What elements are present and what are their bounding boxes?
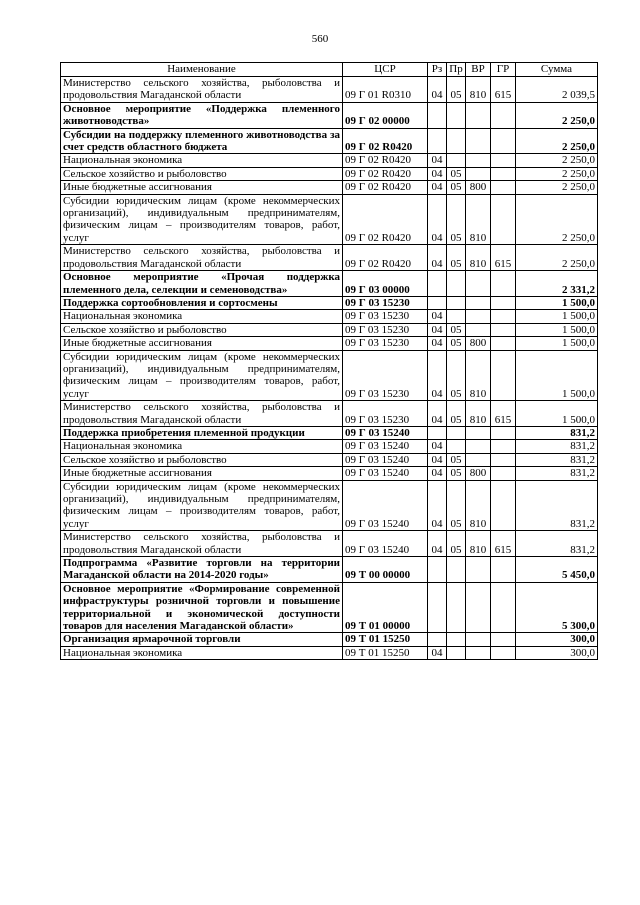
row-sum: 2 250,0 (516, 167, 598, 180)
row-sum: 831,2 (516, 467, 598, 480)
row-gr (491, 194, 516, 245)
table-row (61, 467, 598, 480)
row-sum: 2 250,0 (516, 154, 598, 167)
table-row (61, 426, 598, 439)
row-vr (466, 453, 491, 466)
row-sum: 2 039,5 (516, 77, 598, 103)
table-row (61, 128, 598, 154)
row-rz (428, 582, 447, 633)
row-rz: 04 (428, 194, 447, 245)
row-gr (491, 296, 516, 309)
row-gr (491, 480, 516, 531)
row-gr (491, 271, 516, 297)
row-vr (466, 310, 491, 323)
row-csr: 09 Г 03 15230 (343, 310, 428, 323)
row-name: Сельское хозяйство и рыболовство (61, 453, 343, 466)
row-vr (466, 154, 491, 167)
row-rz: 04 (428, 350, 447, 401)
row-rz: 04 (428, 646, 447, 659)
row-sum: 831,2 (516, 480, 598, 531)
row-csr: 09 Г 02 R0420 (343, 181, 428, 194)
row-name: Национальная экономика (61, 310, 343, 323)
row-gr: 615 (491, 77, 516, 103)
table-row (61, 271, 598, 297)
row-vr (466, 633, 491, 646)
row-vr: 800 (466, 181, 491, 194)
row-gr (491, 557, 516, 583)
row-csr: 09 Г 03 15230 (343, 350, 428, 401)
row-rz: 04 (428, 480, 447, 531)
row-rz: 04 (428, 77, 447, 103)
row-name: Иные бюджетные ассигнования (61, 337, 343, 350)
table-row (61, 167, 598, 180)
table-row (61, 310, 598, 323)
row-name: Субсидии юридическим лицам (кроме некоммерческих организаций), индивидуальным предпринимателям, физическим лицам – производителям товаров, работ, услуг (61, 480, 343, 531)
row-name: Организация ярмарочной торговли (61, 633, 343, 646)
row-gr (491, 310, 516, 323)
row-csr: 09 Г 03 15230 (343, 401, 428, 427)
row-pr (447, 154, 466, 167)
row-gr (491, 350, 516, 401)
row-sum: 2 250,0 (516, 245, 598, 271)
row-vr: 810 (466, 480, 491, 531)
row-name: Сельское хозяйство и рыболовство (61, 323, 343, 336)
row-csr: 09 Г 03 15240 (343, 440, 428, 453)
row-pr: 05 (447, 194, 466, 245)
row-sum: 1 500,0 (516, 401, 598, 427)
row-vr: 810 (466, 350, 491, 401)
table-row (61, 453, 598, 466)
row-name: Национальная экономика (61, 154, 343, 167)
row-pr: 05 (447, 531, 466, 557)
table-row (61, 633, 598, 646)
row-rz (428, 426, 447, 439)
row-vr: 810 (466, 77, 491, 103)
row-vr: 800 (466, 467, 491, 480)
row-rz: 04 (428, 154, 447, 167)
row-gr: 615 (491, 401, 516, 427)
row-gr (491, 646, 516, 659)
row-pr (447, 633, 466, 646)
row-csr: 09 Г 02 R0420 (343, 245, 428, 271)
row-rz: 04 (428, 245, 447, 271)
table-row (61, 480, 598, 531)
row-csr: 09 Т 01 15250 (343, 633, 428, 646)
row-rz: 04 (428, 337, 447, 350)
row-name: Субсидии на поддержку племенного животноводства за счет средств областного бюджета (61, 128, 343, 154)
row-sum: 1 500,0 (516, 337, 598, 350)
row-gr (491, 633, 516, 646)
row-vr: 810 (466, 401, 491, 427)
row-rz (428, 633, 447, 646)
row-sum: 2 250,0 (516, 194, 598, 245)
row-csr: 09 Г 02 00000 (343, 102, 428, 128)
row-name: Субсидии юридическим лицам (кроме некоммерческих организаций), индивидуальным предпринимателям, физическим лицам – производителям товаров, работ, услуг (61, 194, 343, 245)
row-csr: 09 Г 03 15240 (343, 531, 428, 557)
row-sum: 831,2 (516, 531, 598, 557)
row-gr (491, 154, 516, 167)
row-csr: 09 Г 03 15240 (343, 453, 428, 466)
row-rz: 04 (428, 401, 447, 427)
row-pr: 05 (447, 77, 466, 103)
row-vr (466, 426, 491, 439)
row-vr (466, 271, 491, 297)
table-row (61, 557, 598, 583)
row-pr (447, 426, 466, 439)
row-gr (491, 181, 516, 194)
row-name: Министерство сельского хозяйства, рыболовства и продовольствия Магаданской области (61, 77, 343, 103)
row-csr: 09 Г 03 15230 (343, 337, 428, 350)
row-pr (447, 557, 466, 583)
row-pr (447, 440, 466, 453)
row-rz: 04 (428, 453, 447, 466)
row-pr (447, 310, 466, 323)
row-csr: 09 Т 01 15250 (343, 646, 428, 659)
row-vr: 810 (466, 194, 491, 245)
row-pr: 05 (447, 453, 466, 466)
row-rz: 04 (428, 310, 447, 323)
row-gr (491, 426, 516, 439)
row-sum: 1 500,0 (516, 296, 598, 309)
row-csr: 09 Г 03 15240 (343, 480, 428, 531)
row-name: Подпрограмма «Развитие торговли на территории Магаданской области на 2014-2020 годы» (61, 557, 343, 583)
row-csr: 09 Г 03 15240 (343, 426, 428, 439)
row-pr: 05 (447, 181, 466, 194)
row-name: Иные бюджетные ассигнования (61, 467, 343, 480)
row-sum: 2 250,0 (516, 181, 598, 194)
row-pr: 05 (447, 323, 466, 336)
header-name: Наименование (61, 63, 343, 77)
page-number: 560 (311, 33, 329, 45)
row-pr (447, 128, 466, 154)
row-pr (447, 296, 466, 309)
row-csr: 09 Г 02 R0420 (343, 128, 428, 154)
row-gr (491, 167, 516, 180)
row-csr: 09 Г 02 R0420 (343, 194, 428, 245)
table-row (61, 531, 598, 557)
table-row (61, 646, 598, 659)
row-csr: 09 Г 03 15230 (343, 323, 428, 336)
row-pr: 05 (447, 401, 466, 427)
row-sum: 831,2 (516, 426, 598, 439)
table-row (61, 154, 598, 167)
row-vr (466, 102, 491, 128)
row-vr: 810 (466, 245, 491, 271)
row-rz: 04 (428, 181, 447, 194)
row-gr (491, 323, 516, 336)
row-rz: 04 (428, 167, 447, 180)
row-name: Основное мероприятие «Поддержка племенного животноводства» (61, 102, 343, 128)
row-sum: 1 500,0 (516, 350, 598, 401)
row-rz (428, 128, 447, 154)
row-gr (491, 467, 516, 480)
budget-table (60, 62, 598, 660)
row-csr: 09 Т 01 00000 (343, 582, 428, 633)
row-sum: 300,0 (516, 646, 598, 659)
row-name: Национальная экономика (61, 440, 343, 453)
row-vr (466, 557, 491, 583)
row-sum: 5 450,0 (516, 557, 598, 583)
row-csr: 09 Г 02 R0420 (343, 167, 428, 180)
row-rz: 04 (428, 531, 447, 557)
row-gr (491, 582, 516, 633)
table-row (61, 296, 598, 309)
row-rz: 04 (428, 440, 447, 453)
row-pr (447, 271, 466, 297)
header-pr: Пр (447, 63, 466, 77)
row-pr: 05 (447, 467, 466, 480)
row-rz: 04 (428, 467, 447, 480)
table-row (61, 194, 598, 245)
table-row (61, 350, 598, 401)
row-name: Субсидии юридическим лицам (кроме некоммерческих организаций), индивидуальным предпринимателям, физическим лицам – производителям товаров, работ, услуг (61, 350, 343, 401)
row-pr: 05 (447, 480, 466, 531)
row-name: Министерство сельского хозяйства, рыболовства и продовольствия Магаданской области (61, 245, 343, 271)
table-row (61, 245, 598, 271)
row-name: Основное мероприятие «Формирование современной инфраструктуры розничной торговли и повышение территориальной и экономической доступности товаров для населения Магаданской области» (61, 582, 343, 633)
row-rz: 04 (428, 323, 447, 336)
table-row (61, 323, 598, 336)
row-vr (466, 440, 491, 453)
row-pr (447, 582, 466, 633)
table-row (61, 337, 598, 350)
table-row (61, 102, 598, 128)
row-sum: 5 300,0 (516, 582, 598, 633)
row-gr: 615 (491, 245, 516, 271)
row-gr: 615 (491, 531, 516, 557)
row-rz (428, 557, 447, 583)
row-vr (466, 323, 491, 336)
row-name: Основное мероприятие «Прочая поддержка племенного дела, селекции и семеноводства» (61, 271, 343, 297)
header-sum: Сумма (516, 63, 598, 77)
row-vr: 800 (466, 337, 491, 350)
row-pr: 05 (447, 337, 466, 350)
row-name: Министерство сельского хозяйства, рыболовства и продовольствия Магаданской области (61, 401, 343, 427)
row-vr (466, 582, 491, 633)
row-pr (447, 646, 466, 659)
row-gr (491, 440, 516, 453)
row-name: Национальная экономика (61, 646, 343, 659)
row-csr: 09 Г 03 00000 (343, 271, 428, 297)
row-rz (428, 271, 447, 297)
row-csr: 09 Г 01 R0310 (343, 77, 428, 103)
row-name: Сельское хозяйство и рыболовство (61, 167, 343, 180)
row-vr: 810 (466, 531, 491, 557)
row-csr: 09 Г 03 15230 (343, 296, 428, 309)
header-vr: ВР (466, 63, 491, 77)
row-pr (447, 102, 466, 128)
row-name: Иные бюджетные ассигнования (61, 181, 343, 194)
row-pr: 05 (447, 245, 466, 271)
table-row (61, 181, 598, 194)
row-name: Поддержка приобретения племенной продукции (61, 426, 343, 439)
row-vr (466, 646, 491, 659)
header-gr: ГР (491, 63, 516, 77)
table-row (61, 77, 598, 103)
row-sum: 1 500,0 (516, 310, 598, 323)
row-sum: 2 250,0 (516, 102, 598, 128)
row-csr: 09 Т 00 00000 (343, 557, 428, 583)
row-sum: 300,0 (516, 633, 598, 646)
row-gr (491, 337, 516, 350)
table-header-row (61, 63, 598, 77)
row-vr (466, 167, 491, 180)
row-csr: 09 Г 03 15240 (343, 467, 428, 480)
row-gr (491, 102, 516, 128)
row-gr (491, 453, 516, 466)
table-row (61, 582, 598, 633)
table-row (61, 401, 598, 427)
row-rz (428, 102, 447, 128)
row-pr: 05 (447, 350, 466, 401)
row-vr (466, 296, 491, 309)
row-sum: 831,2 (516, 453, 598, 466)
row-rz (428, 296, 447, 309)
row-sum: 1 500,0 (516, 323, 598, 336)
row-name: Министерство сельского хозяйства, рыболовства и продовольствия Магаданской области (61, 531, 343, 557)
row-name: Поддержка сортообновления и сортосмены (61, 296, 343, 309)
row-sum: 831,2 (516, 440, 598, 453)
row-sum: 2 331,2 (516, 271, 598, 297)
row-gr (491, 128, 516, 154)
header-csr: ЦСР (343, 63, 428, 77)
row-csr: 09 Г 02 R0420 (343, 154, 428, 167)
header-rz: Рз (428, 63, 447, 77)
row-vr (466, 128, 491, 154)
row-sum: 2 250,0 (516, 128, 598, 154)
table-row (61, 440, 598, 453)
row-pr: 05 (447, 167, 466, 180)
